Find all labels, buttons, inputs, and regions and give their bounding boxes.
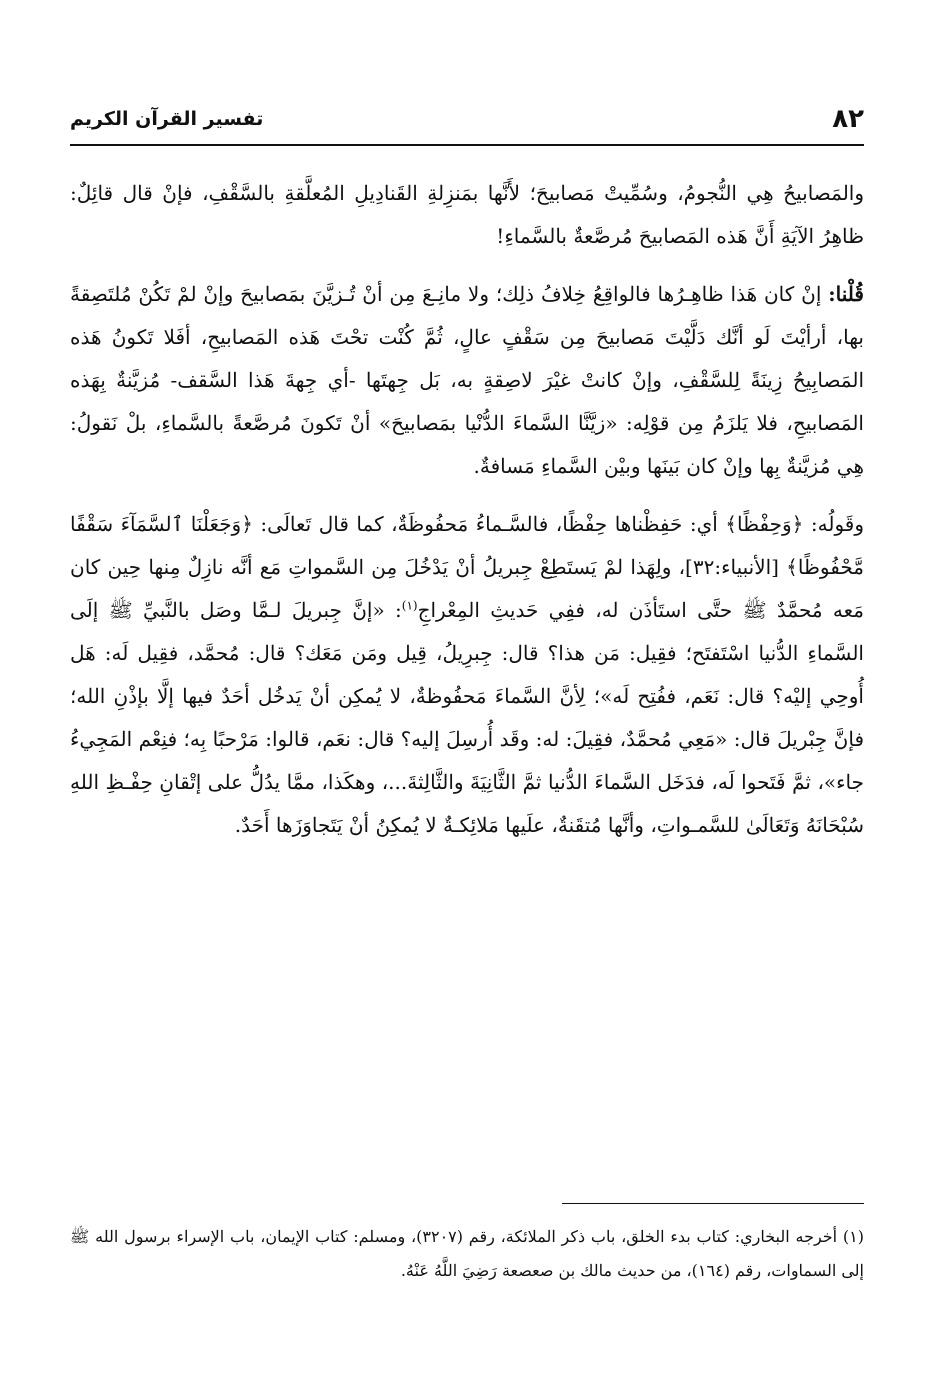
paragraph-text-continued: : «إنَّ جِبريلَ لـمَّا وصَل بالنَّبيِّ ﷺ إلَى السَّماءِ الدُّنيا اسْتَفتَح؛ فقِيل: مَن هذا؟ قال: جِبرِيلُ، قِيل ومَن مَعَك؟ قال: مُحمَّد، فقِيل لَه: هَل أُوحِي إليْه؟ قال: نَعَم، ففُتِح لَه»؛ لِأنَّ السَّماءَ مَحفُوظةٌ، لا يُمكِن أنْ يَدخُل أحَدٌ فيها إلَّا بإذْنِ الله؛ فإنَّ جِبْريلَ قال: «مَعِي مُحمَّدٌ، فقِيلَ: له: وقَد أُرسِلَ إليه؟ قال: نعَم، قالوا: مَرْحبًا بِه؛ فنِعْم المَجِيءُ جاء»، ثمَّ فَتَحوا لَه، فدَخَل السَّماءَ الدُّنيا ثمَّ الثَّانِيَةَ والثَّالِثةَ...، وهكَذا، ممَّا يدُلُّ على إتْقانِ حِفْـظِ اللهِ سُبْحَانَهُ وَتَعَالَىٰ للسَّمـواتِ، وأنَّها مُتقَنةٌ، علَيها مَلائِكـةٌ لا يُمكِنُ أنْ يَتَجاوَزَها أَحَدٌ. xyxy=(70,598,864,837)
page-header xyxy=(70,100,864,146)
footnotes xyxy=(70,1220,864,1288)
running-title: تفسير القرآن الكريم xyxy=(70,108,264,130)
paragraph-text: والمَصابيحُ هِي النُّجومُ، وسُمِّيتْ مَصابيحَ؛ لأَنَّها بمَنزِلةِ القَنادِيلِ المُعلَّقةِ بالسَّقْفِ، فإنْ قال قائِلٌ: ظاهِرُ الآيَةِ أَنَّ هَذه المَصابيحَ مُرصَّعةٌ بالسَّماءِ! xyxy=(70,181,864,248)
paragraph-2 xyxy=(70,273,864,488)
footnote-reference[interactable]: (١) xyxy=(401,598,418,613)
paragraph-text: وقَولُه: ﴿وَحِفْظًا﴾ أي: حَفِظْناها حِفْظًا، فالسَّـماءُ مَحفُوظَةٌ، كما قال تَعالَى: ﴿وَجَعَلْنَا ٱلسَّمَآءَ سَقْفًا مَّحْفُوظًا﴾ [الأنبياء:٣٢]، ولِهَذا لمْ يَستَطِعْ جِبريلُ أنْ يَدْخُلَ مِن السَّمواتِ مَع أنَّه نازِلٌ مِنها حِين كان مَعه مُحمَّدٌ ﷺ حتَّى استَأذَن له، ففِي حَديثِ المِعْراجِ xyxy=(70,512,864,622)
paragraph-lead: قُلْنا: xyxy=(828,282,864,306)
paragraph-text: إنْ كان هَذا ظاهِـرُها فالواقِعُ خِلافُ ذلِك؛ ولا مانِـعَ مِن أنْ تُـزيَّنَ بمَصابيحَ وإنْ لمْ تَكُنْ مُلتَصِقةً بها، أرأيْتَ لَو أنَّك دَلَّيْتَ مَصابيحَ مِن سَقْفٍ عالٍ، ثُمَّ كُنْت تحْتَ هَذه المَصابيحِ، أفَلا تَكونُ هَذه المَصابِيحُ زِينَةً لِلسَّقْفِ، وإنْ كانتْ غيْرَ لاصِقةٍ به، بَل جِهتَها -أي جِهةَ هَذا السَّقف- مُزيَّنةٌ بِهَذه المَصابيحِ، فلا يَلزَمُ مِن قوْلِه: «زيَّنَّا السَّماءَ الدُّنْيا بمَصابيحَ» أنْ تَكونَ مُرصَّعةً بالسَّماءِ، بلْ نَقولُ: هِي مُزيَّنةٌ بِها وإنْ كان بَينَها وبيْن السَّماءِ مَسافةٌ. xyxy=(70,282,864,478)
footnote-1: (١) أخرجه البخاري: كتاب بدء الخلق، باب ذكر الملائكة، رقم (٣٢٠٧)، ومسلم: كتاب الإيمان، باب الإسراء برسول الله ﷺ إلى السماوات، رقم (١٦٤)، من حديث مالك بن صعصعة رَضِيَ اللَّهُ عَنْهُ. xyxy=(70,1227,865,1280)
footnote-divider xyxy=(562,1203,864,1204)
paragraph-3 xyxy=(70,503,864,847)
paragraph-1 xyxy=(70,172,864,258)
main-text xyxy=(70,172,864,862)
page-number: ٨٢ xyxy=(832,104,864,134)
